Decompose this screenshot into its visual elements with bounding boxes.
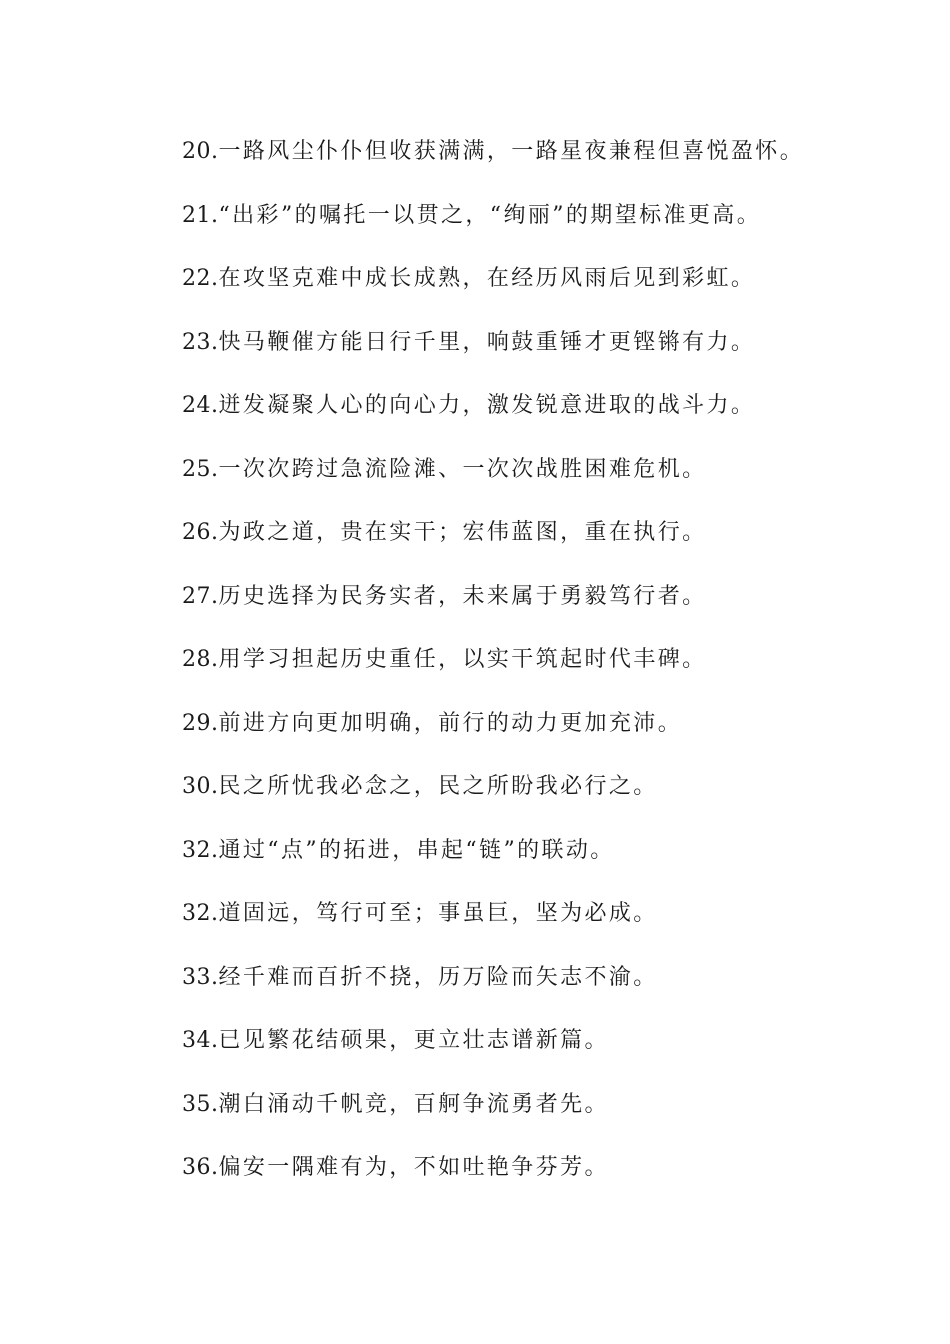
item-number: 33. [182,964,219,990]
list-item [182,895,922,959]
item-number: 28. [182,647,219,672]
item-number: 21. [182,202,219,228]
item-text: “出彩”的嘱托一以贯之，“绚丽”的期望标准更高。 [218,202,762,228]
item-number: 32. [182,901,219,926]
list-item [182,705,922,769]
item-text: 一路风尘仆仆但收获满满，一路星夜兼程但喜悦盈怀。 [218,139,805,164]
list-item [182,1086,922,1150]
list-item [182,578,922,642]
item-number: 27. [182,583,219,609]
item-text: 道固远，笃行可至；事虽巨，坚为必成。 [218,901,658,926]
list-item [182,1149,922,1213]
item-text: 为政之道，贵在实干；宏伟蓝图，重在执行。 [218,520,707,545]
item-number: 35. [182,1091,219,1117]
item-number: 22. [182,266,219,291]
item-number: 20. [182,139,219,164]
item-text: 潮白涌动千帆竞，百舸争流勇者先。 [218,1091,609,1117]
list-item [182,641,922,705]
list-item [182,514,922,578]
item-text: 前进方向更加明确，前行的动力更加充沛。 [218,710,683,736]
item-number: 34. [182,1028,219,1053]
item-text: 用学习担起历史重任，以实干筑起时代丰碑。 [218,647,707,672]
item-text: 一次次跨过急流险滩、一次次战胜困难危机。 [218,456,707,482]
item-number: 23. [182,329,219,355]
list-item [182,1022,922,1086]
item-number: 30. [182,774,219,799]
item-text: 迸发凝聚人心的向心力，激发锐意进取的战斗力。 [218,393,756,418]
list-item [182,197,922,261]
item-text: 已见繁花结硕果，更立壮志谱新篇。 [218,1028,609,1053]
item-number: 24. [182,393,219,418]
item-text: 在攻坚克难中成长成熟，在经历风雨后见到彩虹。 [218,266,756,291]
list-item [182,133,922,197]
item-text: 历史选择为民务实者，未来属于勇毅笃行者。 [218,583,707,609]
line-list [182,133,922,1213]
item-text: 经千难而百折不挠，历万险而矢志不渝。 [218,964,658,990]
item-number: 26. [182,520,219,545]
item-number: 36. [182,1155,219,1180]
list-item [182,768,922,832]
item-text: 偏安一隅难有为，不如吐艳争芬芳。 [218,1155,609,1180]
item-text: 民之所忧我必念之，民之所盼我必行之。 [218,774,658,799]
item-text: 通过“点”的拓进，串起“链”的联动。 [218,837,615,863]
list-item [182,387,922,451]
list-item [182,451,922,515]
list-item [182,959,922,1023]
list-item [182,260,922,324]
item-number: 32. [182,837,219,863]
list-item [182,832,922,896]
item-number: 29. [182,710,219,736]
item-number: 25. [182,456,219,482]
item-text: 快马鞭催方能日行千里，响鼓重锤才更铿锵有力。 [218,329,756,355]
list-item [182,324,922,388]
